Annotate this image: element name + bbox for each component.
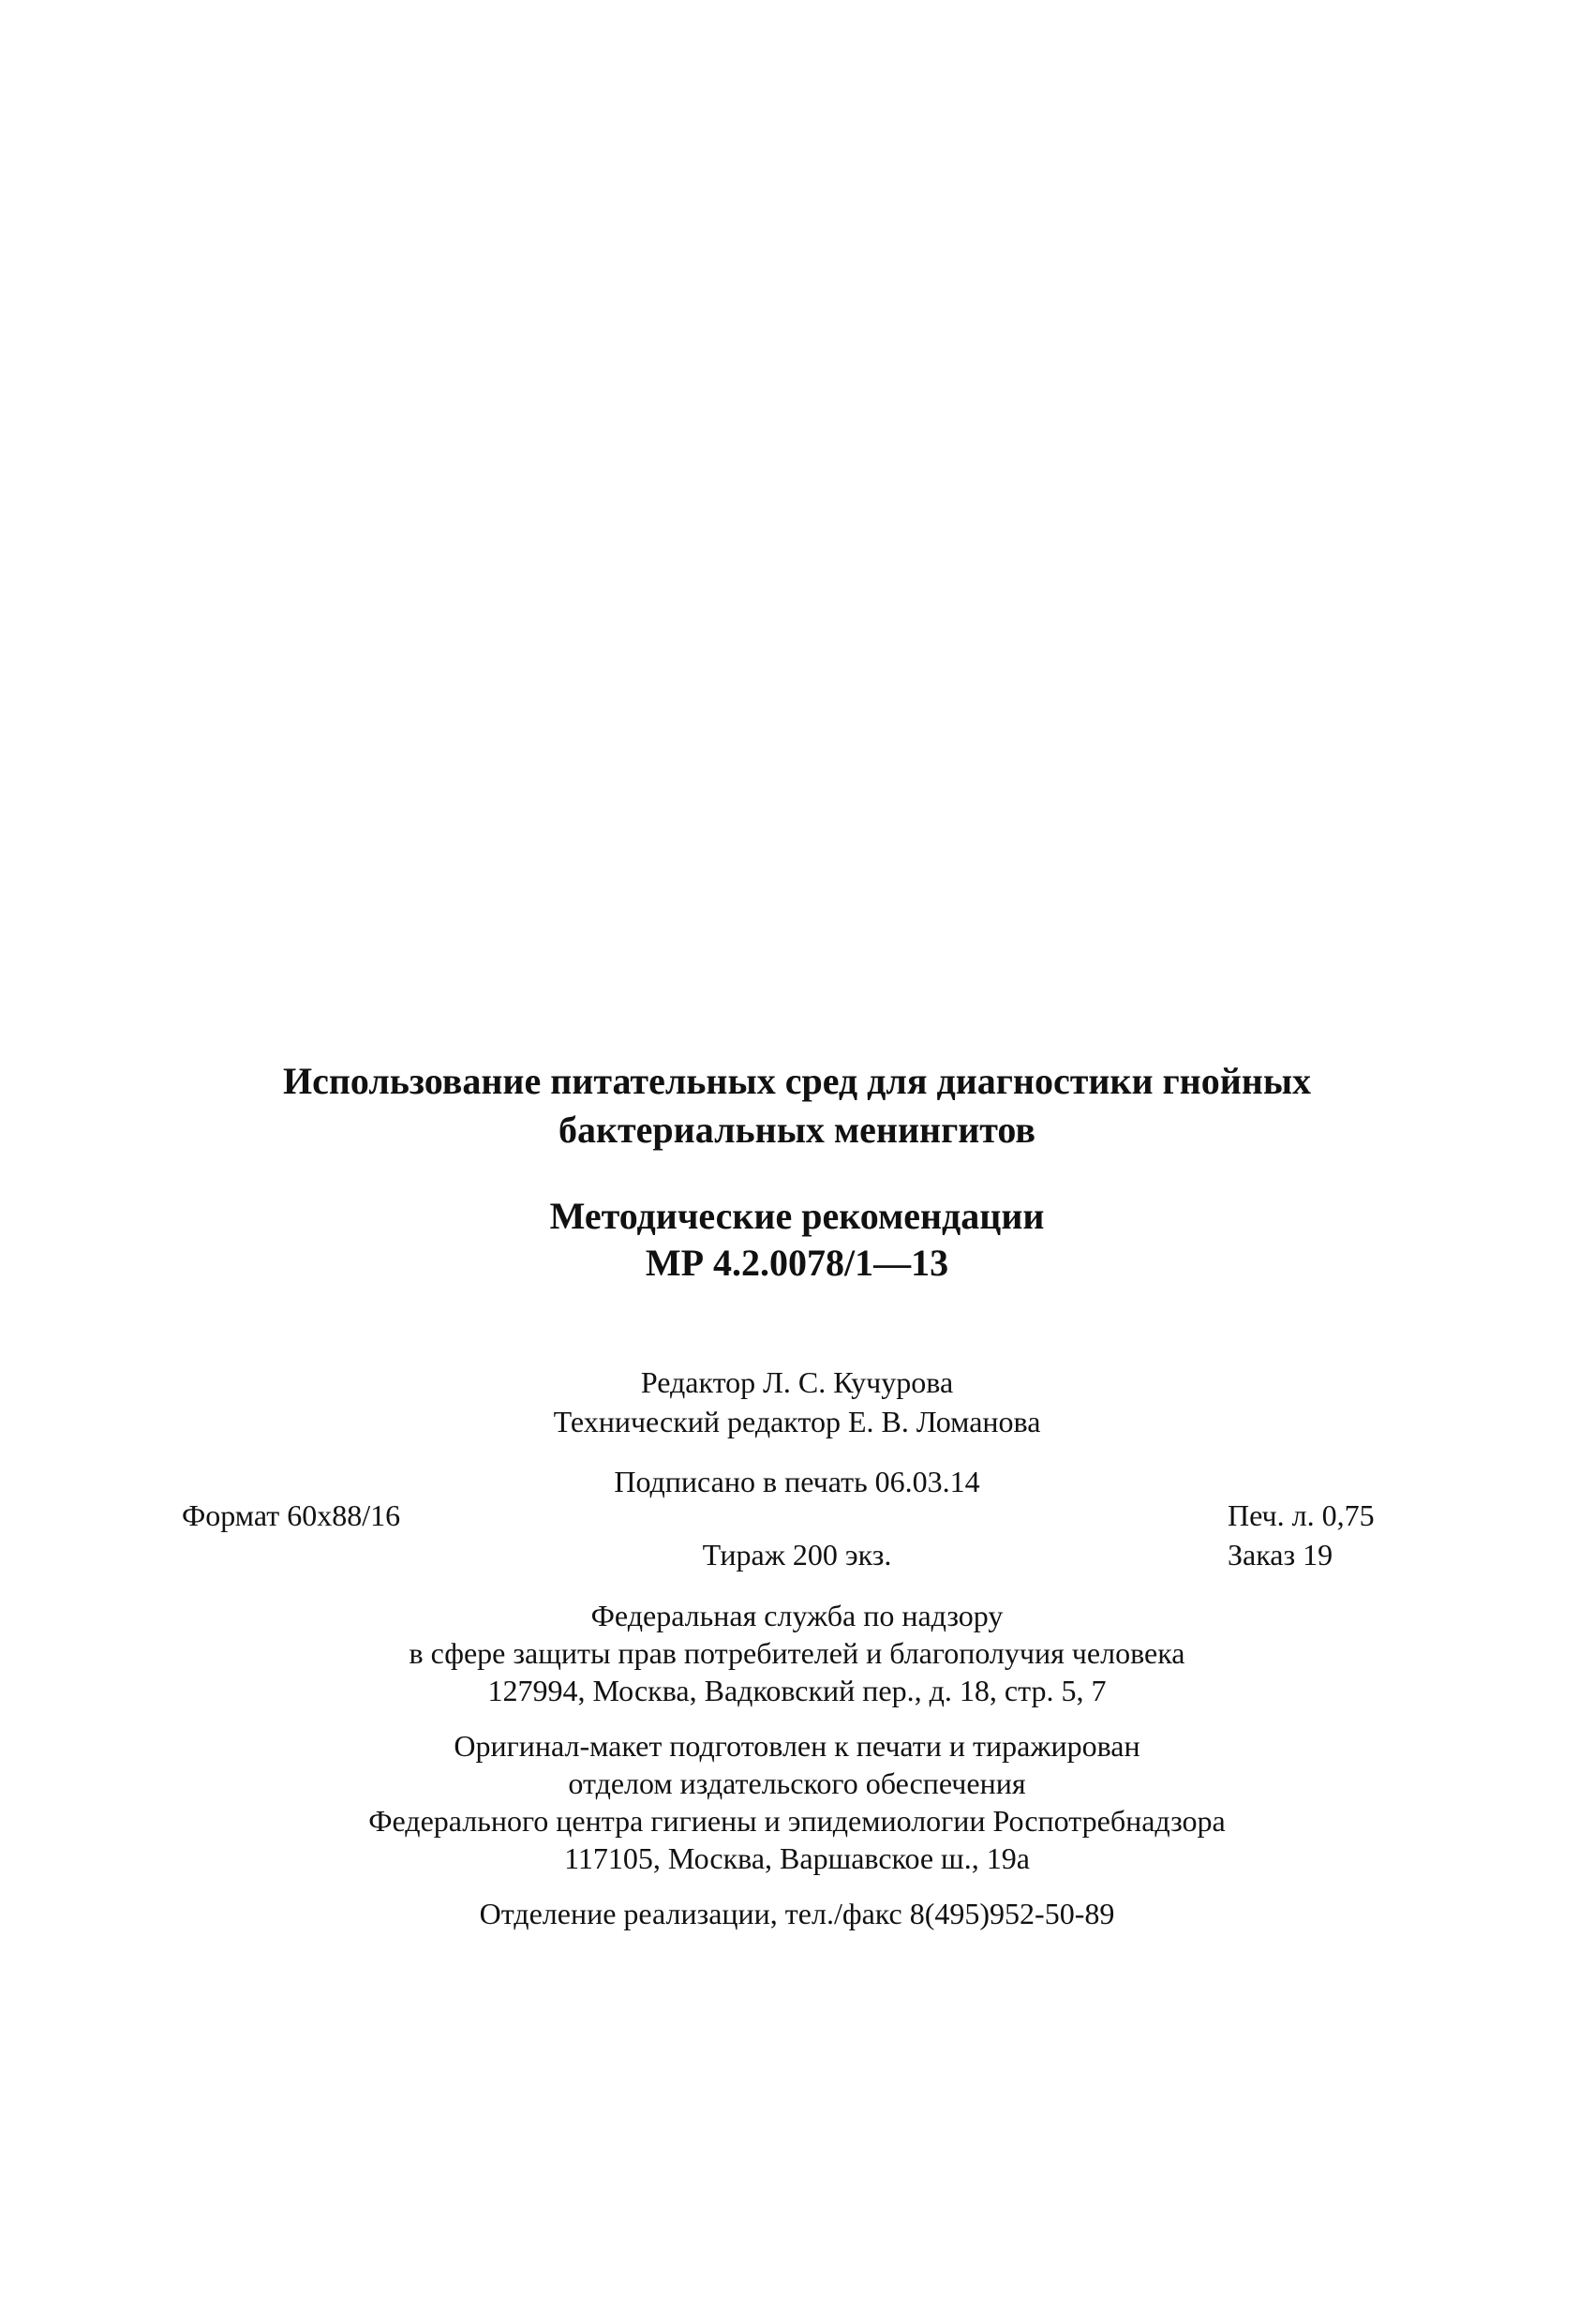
technical-editor: Технический редактор Е. В. Ломанова (553, 1405, 1041, 1438)
document-title (169, 1057, 1425, 1155)
typeset-address: 117105, Москва, Варшавское ш., 19а (564, 1841, 1030, 1875)
order-number: Заказ 19 (1228, 1538, 1333, 1572)
typeset-line-3: Федерального центра гигиены и эпидемиологии Роспотребнадзора (368, 1804, 1226, 1838)
sales-contact: Отделение реализации, тел./факс 8(495)952-50-89 (479, 1897, 1115, 1930)
publisher-line-1: Федеральная служба по надзору (590, 1599, 1004, 1632)
typeset-line-2: отделом издательского обеспечения (568, 1766, 1026, 1800)
print-info (169, 1496, 1425, 1574)
editor: Редактор Л. С. Кучурова (640, 1365, 954, 1399)
document-code: МР 4.2.0078/1—13 (645, 1242, 949, 1284)
editors-block (169, 1363, 1425, 1441)
title-line-2: бактериальных менингитов (558, 1109, 1036, 1151)
publisher-block (169, 1597, 1425, 1709)
document-subtitle (169, 1193, 1425, 1287)
paper-format: Формат 60х88/16 (182, 1498, 401, 1532)
signed-to-print: Подписано в печать 06.03.14 (614, 1465, 980, 1498)
typeset-block (169, 1727, 1425, 1877)
printed-sheets: Печ. л. 0,75 (1228, 1498, 1375, 1532)
publisher-line-2: в сфере защиты прав потребителей и благополучия человека (409, 1636, 1185, 1670)
title-line-1: Использование питательных сред для диагностики гнойных (282, 1060, 1312, 1102)
print-details (1228, 1496, 1375, 1574)
publisher-address: 127994, Москва, Вадковский пер., д. 18, стр. 5, 7 (487, 1674, 1107, 1707)
subtitle-type: Методические рекомендации (549, 1195, 1045, 1237)
circulation: Тираж 200 экз. (702, 1538, 892, 1572)
typeset-line-1: Оригинал-макет подготовлен к печати и тиражирован (454, 1729, 1140, 1763)
